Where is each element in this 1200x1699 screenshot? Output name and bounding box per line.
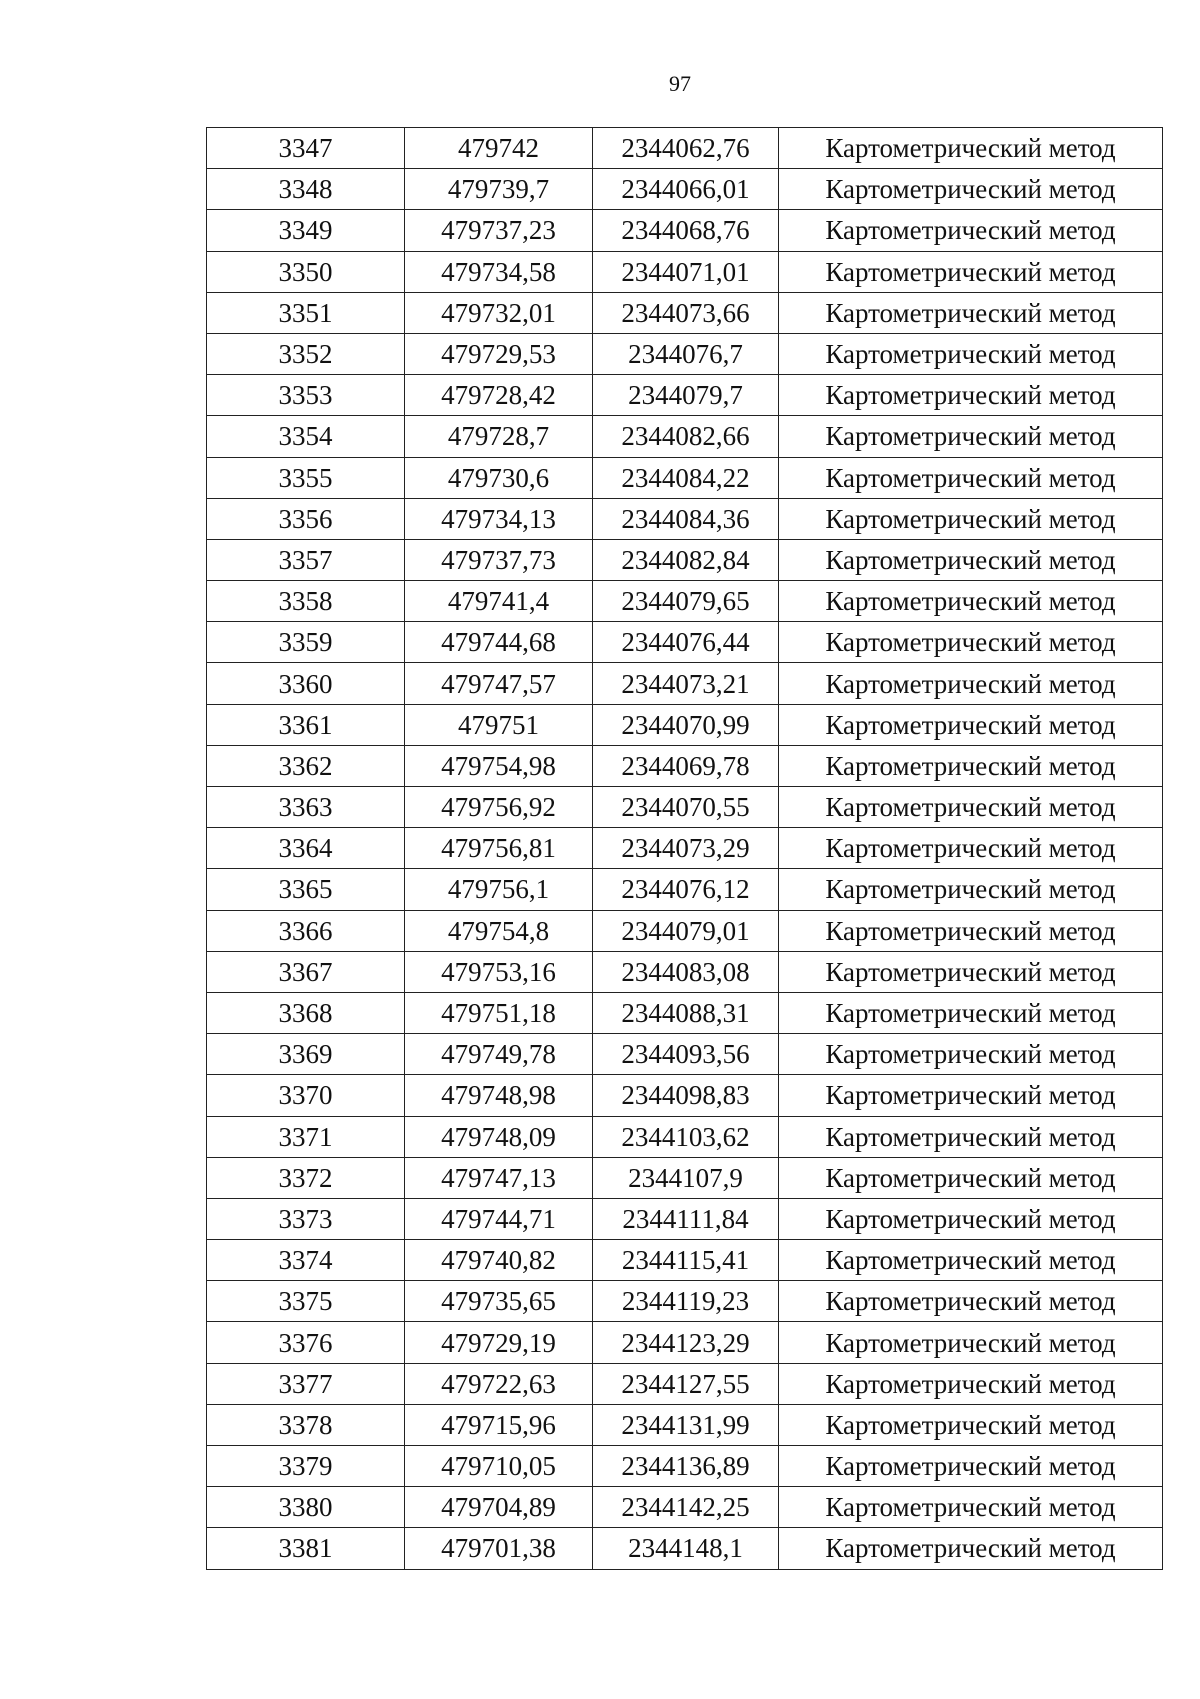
- point-number-cell: 3351: [207, 292, 405, 333]
- method-cell: Картометрический метод: [779, 210, 1163, 251]
- method-cell: Картометрический метод: [779, 1116, 1163, 1157]
- x-coordinate-cell: 479748,09: [405, 1116, 593, 1157]
- y-coordinate-cell: 2344073,66: [593, 292, 779, 333]
- method-cell: Картометрический метод: [779, 539, 1163, 580]
- x-coordinate-cell: 479747,13: [405, 1157, 593, 1198]
- point-number-cell: 3373: [207, 1198, 405, 1239]
- method-cell: Картометрический метод: [779, 169, 1163, 210]
- method-cell: Картометрический метод: [779, 1404, 1163, 1445]
- table-row: [207, 1198, 1163, 1239]
- table-row: [207, 169, 1163, 210]
- point-number-cell: 3375: [207, 1281, 405, 1322]
- x-coordinate-cell: 479728,7: [405, 416, 593, 457]
- table-row: [207, 210, 1163, 251]
- point-number-cell: 3357: [207, 539, 405, 580]
- x-coordinate-cell: 479730,6: [405, 457, 593, 498]
- method-cell: Картометрический метод: [779, 622, 1163, 663]
- y-coordinate-cell: 2344083,08: [593, 951, 779, 992]
- method-cell: Картометрический метод: [779, 1198, 1163, 1239]
- point-number-cell: 3370: [207, 1075, 405, 1116]
- y-coordinate-cell: 2344115,41: [593, 1240, 779, 1281]
- point-number-cell: 3374: [207, 1240, 405, 1281]
- point-number-cell: 3368: [207, 992, 405, 1033]
- table-row: [207, 333, 1163, 374]
- method-cell: Картометрический метод: [779, 581, 1163, 622]
- point-number-cell: 3355: [207, 457, 405, 498]
- y-coordinate-cell: 2344070,55: [593, 787, 779, 828]
- method-cell: Картометрический метод: [779, 1034, 1163, 1075]
- y-coordinate-cell: 2344076,12: [593, 869, 779, 910]
- x-coordinate-cell: 479751,18: [405, 992, 593, 1033]
- method-cell: Картометрический метод: [779, 416, 1163, 457]
- method-cell: Картометрический метод: [779, 1281, 1163, 1322]
- method-cell: Картометрический метод: [779, 951, 1163, 992]
- y-coordinate-cell: 2344079,01: [593, 910, 779, 951]
- y-coordinate-cell: 2344119,23: [593, 1281, 779, 1322]
- method-cell: Картометрический метод: [779, 457, 1163, 498]
- method-cell: Картометрический метод: [779, 1322, 1163, 1363]
- y-coordinate-cell: 2344136,89: [593, 1446, 779, 1487]
- method-cell: Картометрический метод: [779, 1363, 1163, 1404]
- table-row: [207, 1528, 1163, 1569]
- y-coordinate-cell: 2344069,78: [593, 745, 779, 786]
- method-cell: Картометрический метод: [779, 375, 1163, 416]
- point-number-cell: 3358: [207, 581, 405, 622]
- x-coordinate-cell: 479732,01: [405, 292, 593, 333]
- x-coordinate-cell: 479735,65: [405, 1281, 593, 1322]
- y-coordinate-cell: 2344111,84: [593, 1198, 779, 1239]
- method-cell: Картометрический метод: [779, 828, 1163, 869]
- table-row: [207, 498, 1163, 539]
- y-coordinate-cell: 2344123,29: [593, 1322, 779, 1363]
- table-row: [207, 1240, 1163, 1281]
- method-cell: Картометрический метод: [779, 1446, 1163, 1487]
- y-coordinate-cell: 2344076,44: [593, 622, 779, 663]
- method-cell: Картометрический метод: [779, 869, 1163, 910]
- method-cell: Картометрический метод: [779, 992, 1163, 1033]
- y-coordinate-cell: 2344084,36: [593, 498, 779, 539]
- table-row: [207, 663, 1163, 704]
- method-cell: Картометрический метод: [779, 292, 1163, 333]
- table-row: [207, 1034, 1163, 1075]
- y-coordinate-cell: 2344098,83: [593, 1075, 779, 1116]
- method-cell: Картометрический метод: [779, 498, 1163, 539]
- y-coordinate-cell: 2344127,55: [593, 1363, 779, 1404]
- method-cell: Картометрический метод: [779, 1240, 1163, 1281]
- x-coordinate-cell: 479749,78: [405, 1034, 593, 1075]
- point-number-cell: 3360: [207, 663, 405, 704]
- table-row: [207, 1157, 1163, 1198]
- x-coordinate-cell: 479722,63: [405, 1363, 593, 1404]
- x-coordinate-cell: 479744,71: [405, 1198, 593, 1239]
- x-coordinate-cell: 479728,42: [405, 375, 593, 416]
- point-number-cell: 3367: [207, 951, 405, 992]
- method-cell: Картометрический метод: [779, 251, 1163, 292]
- point-number-cell: 3361: [207, 704, 405, 745]
- y-coordinate-cell: 2344131,99: [593, 1404, 779, 1445]
- table-row: [207, 251, 1163, 292]
- point-number-cell: 3354: [207, 416, 405, 457]
- x-coordinate-cell: 479729,53: [405, 333, 593, 374]
- x-coordinate-cell: 479747,57: [405, 663, 593, 704]
- point-number-cell: 3377: [207, 1363, 405, 1404]
- y-coordinate-cell: 2344079,65: [593, 581, 779, 622]
- y-coordinate-cell: 2344066,01: [593, 169, 779, 210]
- table-row: [207, 416, 1163, 457]
- y-coordinate-cell: 2344093,56: [593, 1034, 779, 1075]
- x-coordinate-cell: 479753,16: [405, 951, 593, 992]
- point-number-cell: 3349: [207, 210, 405, 251]
- method-cell: Картометрический метод: [779, 1487, 1163, 1528]
- coordinates-table: [206, 127, 1163, 1570]
- table-row: [207, 1322, 1163, 1363]
- method-cell: Картометрический метод: [779, 663, 1163, 704]
- point-number-cell: 3347: [207, 128, 405, 169]
- point-number-cell: 3362: [207, 745, 405, 786]
- point-number-cell: 3365: [207, 869, 405, 910]
- y-coordinate-cell: 2344070,99: [593, 704, 779, 745]
- x-coordinate-cell: 479704,89: [405, 1487, 593, 1528]
- y-coordinate-cell: 2344068,76: [593, 210, 779, 251]
- y-coordinate-cell: 2344071,01: [593, 251, 779, 292]
- point-number-cell: 3350: [207, 251, 405, 292]
- table-row: [207, 1281, 1163, 1322]
- point-number-cell: 3381: [207, 1528, 405, 1569]
- x-coordinate-cell: 479710,05: [405, 1446, 593, 1487]
- x-coordinate-cell: 479756,81: [405, 828, 593, 869]
- table-row: [207, 1404, 1163, 1445]
- y-coordinate-cell: 2344142,25: [593, 1487, 779, 1528]
- y-coordinate-cell: 2344082,84: [593, 539, 779, 580]
- table-row: [207, 787, 1163, 828]
- table-row: [207, 1363, 1163, 1404]
- table-row: [207, 951, 1163, 992]
- y-coordinate-cell: 2344107,9: [593, 1157, 779, 1198]
- x-coordinate-cell: 479740,82: [405, 1240, 593, 1281]
- y-coordinate-cell: 2344076,7: [593, 333, 779, 374]
- y-coordinate-cell: 2344084,22: [593, 457, 779, 498]
- x-coordinate-cell: 479742: [405, 128, 593, 169]
- x-coordinate-cell: 479754,98: [405, 745, 593, 786]
- table-row: [207, 992, 1163, 1033]
- y-coordinate-cell: 2344103,62: [593, 1116, 779, 1157]
- y-coordinate-cell: 2344088,31: [593, 992, 779, 1033]
- x-coordinate-cell: 479741,4: [405, 581, 593, 622]
- coordinates-table-body: [207, 128, 1163, 1570]
- table-row: [207, 745, 1163, 786]
- point-number-cell: 3369: [207, 1034, 405, 1075]
- method-cell: Картометрический метод: [779, 787, 1163, 828]
- y-coordinate-cell: 2344082,66: [593, 416, 779, 457]
- table-row: [207, 375, 1163, 416]
- page-number: 97: [669, 71, 691, 96]
- point-number-cell: 3363: [207, 787, 405, 828]
- table-row: [207, 1446, 1163, 1487]
- table-row: [207, 869, 1163, 910]
- table-row: [207, 1487, 1163, 1528]
- table-row: [207, 581, 1163, 622]
- method-cell: Картометрический метод: [779, 704, 1163, 745]
- method-cell: Картометрический метод: [779, 1528, 1163, 1569]
- point-number-cell: 3359: [207, 622, 405, 663]
- y-coordinate-cell: 2344073,29: [593, 828, 779, 869]
- point-number-cell: 3366: [207, 910, 405, 951]
- method-cell: Картометрический метод: [779, 1157, 1163, 1198]
- x-coordinate-cell: 479744,68: [405, 622, 593, 663]
- point-number-cell: 3372: [207, 1157, 405, 1198]
- x-coordinate-cell: 479756,1: [405, 869, 593, 910]
- table-row: [207, 622, 1163, 663]
- y-coordinate-cell: 2344148,1: [593, 1528, 779, 1569]
- y-coordinate-cell: 2344079,7: [593, 375, 779, 416]
- table-row: [207, 704, 1163, 745]
- x-coordinate-cell: 479748,98: [405, 1075, 593, 1116]
- table-row: [207, 1075, 1163, 1116]
- point-number-cell: 3380: [207, 1487, 405, 1528]
- method-cell: Картометрический метод: [779, 745, 1163, 786]
- x-coordinate-cell: 479729,19: [405, 1322, 593, 1363]
- x-coordinate-cell: 479756,92: [405, 787, 593, 828]
- y-coordinate-cell: 2344062,76: [593, 128, 779, 169]
- point-number-cell: 3353: [207, 375, 405, 416]
- point-number-cell: 3371: [207, 1116, 405, 1157]
- point-number-cell: 3364: [207, 828, 405, 869]
- x-coordinate-cell: 479739,7: [405, 169, 593, 210]
- point-number-cell: 3376: [207, 1322, 405, 1363]
- x-coordinate-cell: 479737,73: [405, 539, 593, 580]
- method-cell: Картометрический метод: [779, 910, 1163, 951]
- x-coordinate-cell: 479715,96: [405, 1404, 593, 1445]
- method-cell: Картометрический метод: [779, 333, 1163, 374]
- method-cell: Картометрический метод: [779, 128, 1163, 169]
- x-coordinate-cell: 479734,58: [405, 251, 593, 292]
- x-coordinate-cell: 479754,8: [405, 910, 593, 951]
- point-number-cell: 3348: [207, 169, 405, 210]
- method-cell: Картометрический метод: [779, 1075, 1163, 1116]
- table-row: [207, 128, 1163, 169]
- x-coordinate-cell: 479737,23: [405, 210, 593, 251]
- point-number-cell: 3352: [207, 333, 405, 374]
- table-row: [207, 292, 1163, 333]
- point-number-cell: 3379: [207, 1446, 405, 1487]
- x-coordinate-cell: 479751: [405, 704, 593, 745]
- point-number-cell: 3378: [207, 1404, 405, 1445]
- table-row: [207, 1116, 1163, 1157]
- point-number-cell: 3356: [207, 498, 405, 539]
- x-coordinate-cell: 479734,13: [405, 498, 593, 539]
- table-row: [207, 539, 1163, 580]
- table-row: [207, 457, 1163, 498]
- x-coordinate-cell: 479701,38: [405, 1528, 593, 1569]
- y-coordinate-cell: 2344073,21: [593, 663, 779, 704]
- table-row: [207, 910, 1163, 951]
- table-row: [207, 828, 1163, 869]
